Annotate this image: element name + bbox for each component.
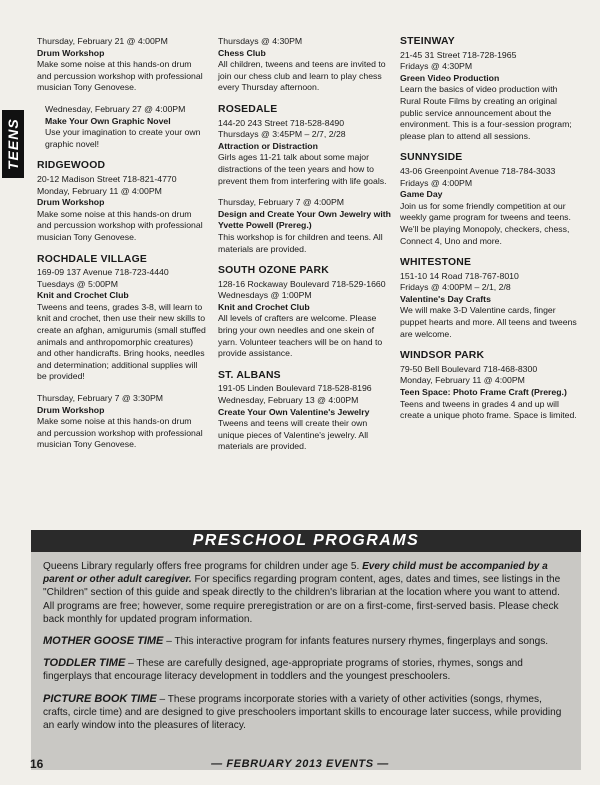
event-description: Join us for some friendly competition at our weekly game program for tweens and teens. We'll be playing Monopoly, checkers, chess, Connect 4, Uno and more.	[400, 200, 571, 246]
events-column-2	[218, 36, 391, 463]
event-title: Drum Workshop	[37, 197, 105, 208]
event-description: Make some noise at this hands-on drum and percussion workshop with professional musician Tony Genovese.	[37, 416, 203, 450]
branch-name: WHITESTONE	[400, 257, 472, 269]
branch-rochdale-village	[37, 254, 207, 384]
event-date: Fridays @ 4:00PM	[400, 177, 473, 188]
branch-name: WINDSOR PARK	[400, 350, 485, 362]
preschool-intro	[43, 560, 571, 626]
program-description: – These are carefully designed, age-appropriate programs of stories, rhymes, songs and fingerplays that encourage literacy development in toddlers and the youngest preschoolers.	[43, 658, 523, 683]
event-description: Make some noise at this hands-on drum and percussion workshop with professional musician Tony Genovese.	[37, 208, 203, 242]
event-title: Teen Space: Photo Frame Craft (Prereg.)	[400, 387, 567, 398]
event-description: All children, tweens and teens are invited to join our chess club and learn to play chess every Thursday afternoon.	[218, 59, 386, 93]
program-mother-goose	[43, 635, 571, 648]
intro-emphasis: Every child must be accompanied by a parent or other adult caregiver.	[43, 561, 548, 586]
branch-name: RIDGEWOOD	[37, 160, 106, 172]
event-title: Knit and Crochet Club	[37, 290, 129, 301]
program-name: PICTURE BOOK TIME	[43, 692, 157, 705]
branch-sunnyside	[400, 152, 578, 247]
event-description: All levels of crafters are welcome. Please bring your own needles and one skein of yarn. Volunteer teachers will be on hand to provide assistance.	[218, 313, 383, 359]
event-title: Knit and Crochet Club	[218, 301, 310, 312]
branch-name: SOUTH OZONE PARK	[218, 265, 329, 277]
event-date: Thursdays @ 3:45PM – 2/7, 2/28	[218, 129, 346, 140]
branch-rosedale	[218, 104, 391, 187]
footer-title: — FEBRUARY 2013 EVENTS —	[211, 758, 389, 770]
events-column-1	[37, 36, 207, 461]
event-title: Create Your Own Valentine's Jewelry	[218, 406, 370, 417]
program-picture-book	[43, 693, 571, 733]
event-date: Thursdays @ 4:30PM	[218, 36, 303, 46]
branch-address: 144-20 243 Street 718-528-8490	[218, 117, 345, 128]
branch-st-albans	[218, 370, 391, 453]
event-date: Wednesday, February 27 @ 4:00PM	[45, 103, 186, 114]
event-title: Game Day	[400, 189, 443, 200]
branch-name: STEINWAY	[400, 36, 455, 47]
event-entry	[37, 36, 207, 94]
program-toddler-time	[43, 657, 571, 683]
branch-address: 21-45 31 Street 718-728-1965	[400, 49, 517, 60]
program-description: – This interactive program for infants features nursery rhymes, fingerplays and songs.	[163, 636, 549, 648]
event-date: Tuesdays @ 5:00PM	[37, 278, 118, 289]
event-entry	[218, 197, 391, 255]
intro-text: Queens Library regularly offers free programs for children under age 5.	[43, 561, 363, 572]
branch-name: ROSEDALE	[218, 103, 278, 115]
program-name: TODDLER TIME	[43, 657, 126, 670]
branch-name: ST. ALBANS	[218, 369, 281, 381]
event-date: Thursday, February 21 @ 4:00PM	[37, 36, 168, 46]
branch-steinway	[400, 36, 578, 142]
event-description: Use your imagination to create your own graphic novel!	[45, 127, 201, 149]
event-entry	[37, 393, 207, 451]
branch-south-ozone-park	[218, 265, 391, 360]
branch-name: SUNNYSIDE	[400, 152, 463, 164]
event-description: Learn the basics of video production with Rural Route Films by creating an original public service announcement about the environment. This is a four-session program; please plan to attend all sessions.	[400, 84, 572, 141]
event-description: Tweens and teens, grades 3-8, will learn to knit and crochet, then use their new skills to create an afghan, amigurumis (small stuffed animals and anthropomorphic creatures) and other handicrafts. Bring hooks, needles and determination; additional supplies will be provided!	[37, 301, 206, 382]
branch-address: 128-16 Rockaway Boulevard 718-529-1660	[218, 278, 386, 289]
preschool-body	[43, 560, 571, 741]
page-number: 16	[30, 757, 44, 771]
branch-address: 79-50 Bell Boulevard 718-468-8300	[400, 363, 538, 374]
event-title: Design and Create Your Own Jewelry with Yvette Powell (Prereg.)	[218, 208, 391, 231]
event-title: Drum Workshop	[37, 47, 105, 58]
events-column-3	[400, 36, 578, 432]
branch-address: 43-06 Greenpoint Avenue 718-784-3033	[400, 165, 556, 176]
teens-tab-label: TEENS	[5, 118, 21, 170]
intro-text-continued: For specifics regarding program content, ages, dates and times, see listings in the "Children" section of this guide and speak directly to the children's librarian at the location where you want to attend. All programs are free; however, some require preregistration or are on a first-come, first-served basis. Please check back monthly for updated program information.	[43, 574, 561, 625]
branch-name: ROCHDALE VILLAGE	[37, 253, 147, 265]
event-title: Green Video Production	[400, 72, 500, 83]
event-date: Monday, February 11 @ 4:00PM	[37, 185, 162, 196]
event-date: Thursday, February 7 @ 4:00PM	[218, 197, 344, 208]
event-date: Thursday, February 7 @ 3:30PM	[37, 393, 163, 404]
event-date: Fridays @ 4:30PM	[400, 61, 473, 72]
event-date: Fridays @ 4:00PM – 2/1, 2/8	[400, 282, 511, 293]
event-date: Wednesday, February 13 @ 4:00PM	[218, 395, 359, 406]
branch-windsor-park	[400, 350, 578, 422]
branch-address: 191-05 Linden Boulevard 718-528-8196	[218, 383, 372, 394]
event-title: Make Your Own Graphic Novel	[45, 115, 171, 126]
branch-ridgewood	[37, 160, 207, 243]
event-description: Girls ages 11-21 talk about some major distractions of the teen years and how to prevent them from interfering with life goals.	[218, 152, 387, 186]
event-description: Tweens and teens will create their own unique pieces of Valentine's jewelry. All materials are provided.	[218, 418, 369, 452]
event-title: Attraction or Distraction	[218, 140, 318, 151]
event-title: Chess Club	[218, 47, 266, 58]
branch-whitestone	[400, 257, 578, 340]
event-title: Drum Workshop	[37, 404, 105, 415]
event-title: Valentine's Day Crafts	[400, 293, 491, 304]
branch-address: 169-09 137 Avenue 718-723-4440	[37, 267, 169, 278]
branch-address: 151-10 14 Road 718-767-8010	[400, 270, 519, 281]
event-date: Monday, February 11 @ 4:00PM	[400, 375, 525, 386]
branch-address: 20-12 Madison Street 718-821-4770	[37, 173, 177, 184]
preschool-heading: PRESCHOOL PROGRAMS	[192, 532, 420, 549]
event-description: We will make 3-D Valentine cards, finger puppet hearts and more. All teens and tweens are welcome.	[400, 305, 577, 339]
event-description: Make some noise at this hands-on drum and percussion workshop with professional musician Tony Genovese.	[37, 59, 203, 93]
event-date: Wednesdays @ 1:00PM	[218, 290, 312, 301]
event-entry	[218, 36, 391, 94]
event-description: This workshop is for children and teens. All materials are provided.	[218, 231, 383, 254]
program-name: MOTHER GOOSE TIME	[43, 635, 164, 648]
program-description: – These programs incorporate stories with a variety of other activities (songs, rhymes, crafts, circle time) and are designed to give preschoolers important skills to encourage later success, while providing an early window into the pleasures of literacy.	[43, 693, 562, 732]
event-entry	[37, 104, 207, 150]
event-description: Teens and tweens in grades 4 and up will create a unique photo frame. Space is limited.	[400, 398, 577, 421]
preschool-programs-box	[31, 530, 581, 770]
